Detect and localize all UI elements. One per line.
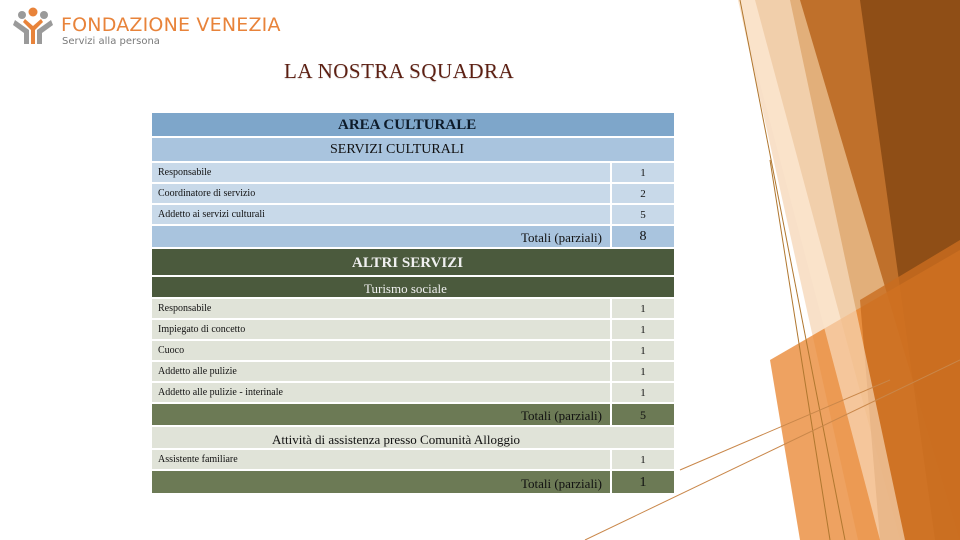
- totals-label: Totali (parziali): [520, 476, 602, 491]
- table-row: [152, 383, 674, 404]
- row-value: 1: [640, 366, 646, 378]
- staff-table: [152, 113, 674, 495]
- logo-name: FONDAZIONE VENEZIA: [61, 14, 281, 36]
- section-header-servizi-culturali: [152, 138, 674, 163]
- section-title: SERVIZI CULTURALI: [330, 142, 465, 157]
- table-row: [152, 184, 674, 205]
- row-label: Coordinatore di servizio: [158, 188, 256, 199]
- table-row: [152, 205, 674, 226]
- totals-value: 8: [639, 229, 647, 244]
- table-row: [152, 450, 674, 471]
- totals-label: Totali (parziali): [520, 408, 602, 423]
- subsection-title: Attività di assistenza presso Comunità Alloggio: [272, 432, 521, 447]
- row-label: Addetto ai servizi culturali: [158, 209, 265, 220]
- logo-tagline: Servizi alla persona: [62, 36, 160, 47]
- row-label: Addetto alle pulizie: [158, 366, 237, 377]
- subsection-header-alloggio: [152, 427, 674, 450]
- area-header: [152, 113, 674, 138]
- table-row: [152, 163, 674, 184]
- totals-value: 1: [639, 475, 647, 490]
- row-value: 5: [640, 209, 646, 221]
- table-row: [152, 299, 674, 320]
- subsection-title: Turismo sociale: [364, 281, 447, 296]
- brand-logo: [12, 6, 281, 47]
- row-value: 2: [640, 188, 646, 200]
- logo-people-icon: [12, 6, 54, 46]
- row-label: Impiegato di concetto: [158, 324, 246, 335]
- row-value: 1: [640, 303, 646, 315]
- section-header-altri-servizi: [152, 249, 674, 277]
- row-value: 1: [640, 324, 646, 336]
- subsection-header-turismo: [152, 277, 674, 299]
- row-value: 1: [640, 387, 646, 399]
- row-label: Assistente familiare: [158, 454, 238, 465]
- table-row: [152, 341, 674, 362]
- row-label: Cuoco: [158, 345, 185, 356]
- totals-value: 5: [640, 408, 646, 422]
- totals-label: Totali (parziali): [520, 230, 602, 245]
- section-title: ALTRI SERVIZI: [352, 255, 464, 271]
- table-row: [152, 362, 674, 383]
- row-value: 1: [640, 167, 646, 179]
- totals-row: [152, 226, 674, 249]
- row-label: Responsabile: [158, 167, 212, 178]
- slide-title: LA NOSTRA SQUADRA: [284, 59, 515, 83]
- row-value: 1: [640, 345, 646, 357]
- row-label: Addetto alle pulizie - interinale: [158, 387, 283, 398]
- totals-row: [152, 404, 674, 427]
- totals-row: [152, 471, 674, 495]
- table-row: [152, 320, 674, 341]
- row-label: Responsabile: [158, 303, 212, 314]
- area-title: AREA CULTURALE: [338, 117, 477, 133]
- row-value: 1: [640, 454, 646, 466]
